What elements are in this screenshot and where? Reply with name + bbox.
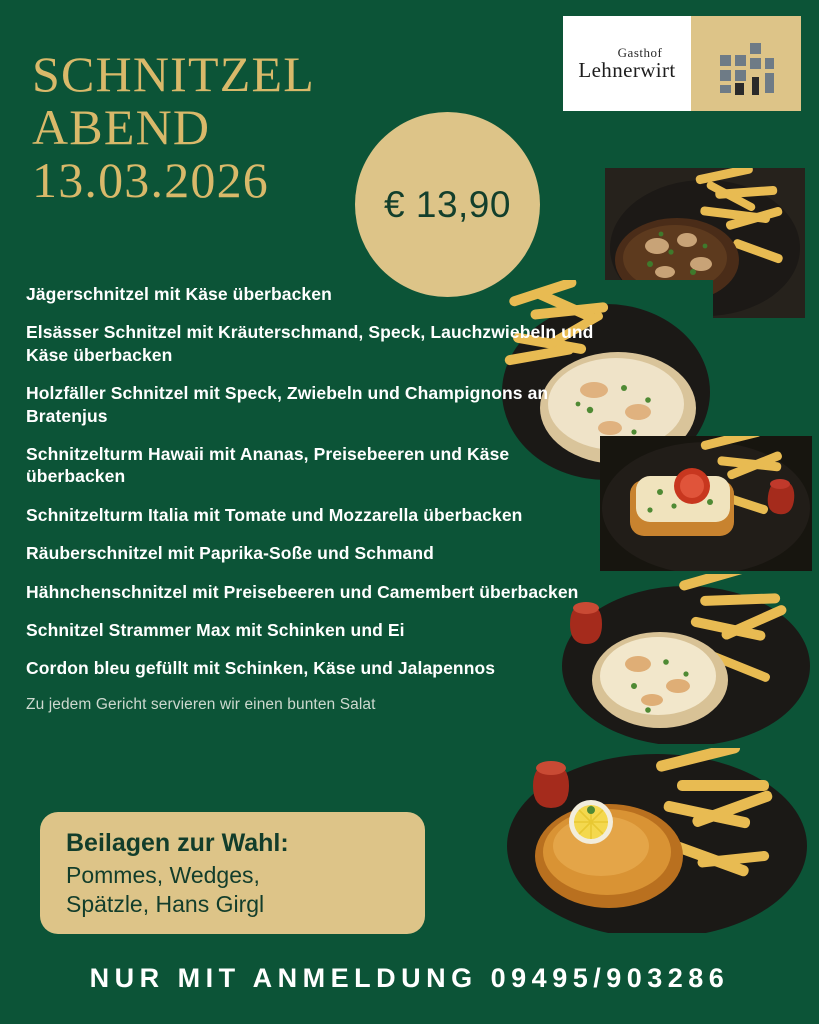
title-line-2: ABEND — [32, 99, 211, 155]
photo-schnitzelturm-italia-image — [600, 436, 812, 571]
restaurant-logo — [563, 16, 801, 111]
title-line-1: SCHNITZEL — [32, 46, 315, 102]
logo-name-big: Lehnerwirt — [578, 57, 676, 82]
menu-item: Hähnchenschnitzel mit Preisebeeren und Camembert überbacken — [26, 581, 579, 602]
logo-wordmark — [563, 16, 691, 111]
menu-item: Schnitzel Strammer Max mit Schinken und Ei — [26, 619, 405, 640]
sides-title: Beilagen zur Wahl: — [66, 829, 289, 857]
photo-wiener-schnitzel-image — [505, 748, 810, 933]
photo-wiener-schnitzel — [505, 748, 810, 933]
menu-item: Holzfäller Schnitzel mit Speck, Zwiebeln und Champignons an Bratenjus — [26, 383, 549, 426]
menu-item: Schnitzelturm Hawaii mit Ananas, Preisebeeren und Käse überbacken — [26, 443, 510, 487]
logo-name-small: Gasthof — [617, 44, 663, 60]
title-line-3: 13.03.2026 — [32, 152, 269, 208]
reservation-footer: NUR MIT ANMELDUNG 09495/903286 — [89, 963, 730, 993]
menu-item: Cordon bleu gefüllt mit Schinken, Käse und Jalapennos — [26, 658, 496, 679]
photo-schnitzelturm-italia — [600, 436, 812, 571]
menu-list — [26, 283, 626, 714]
menu-item: Räuberschnitzel mit Paprika-Soße und Schmand — [26, 543, 434, 564]
logo-emblem — [691, 16, 801, 111]
price-badge — [355, 112, 540, 297]
sides-line-1: Pommes, Wedges, — [66, 862, 260, 888]
menu-item: Jägerschnitzel mit Käse überbacken — [26, 284, 332, 304]
house-icon — [714, 33, 778, 95]
sides-line-2: Spätzle, Hans Girgl — [66, 891, 265, 918]
sides-box — [40, 812, 425, 934]
salad-note: Zu jedem Gericht servieren wir einen bunten Salat — [26, 695, 376, 713]
menu-item: Elsässer Schnitzel mit Kräuterschmand, Speck, Lauchzwiebeln und Käse überbacken — [26, 322, 594, 365]
menu-item: Schnitzelturm Italia mit Tomate und Mozzarella überbacken — [26, 504, 523, 525]
price-value: € 13,90 — [384, 183, 511, 225]
